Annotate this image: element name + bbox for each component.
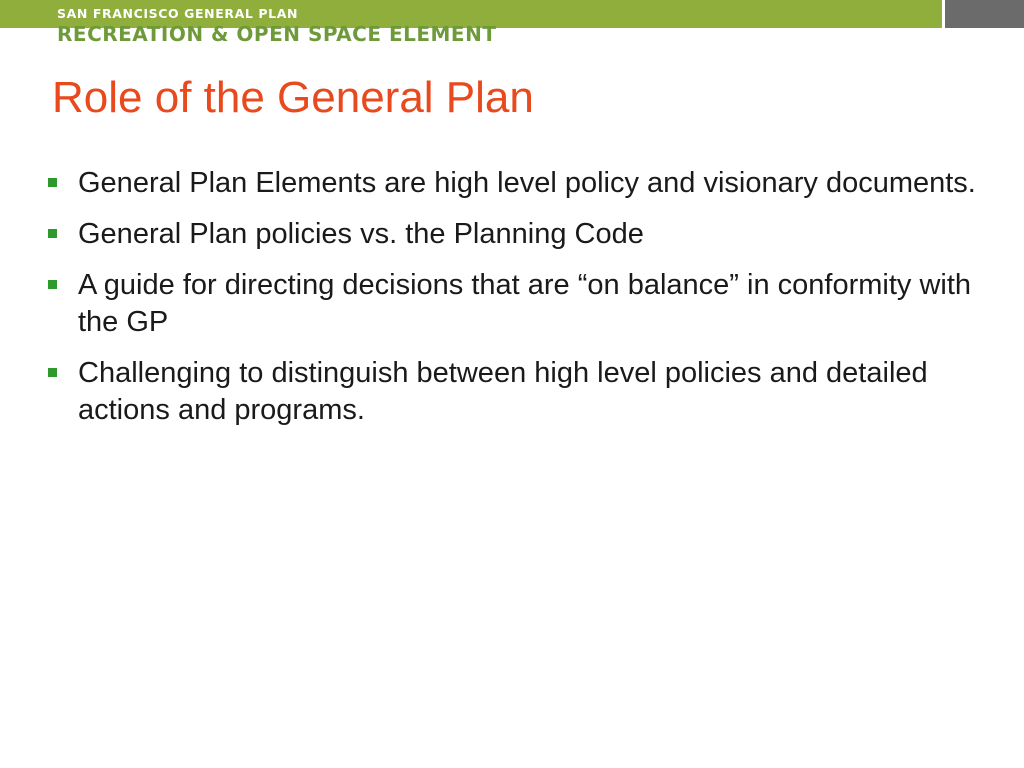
bullet-item bbox=[46, 355, 976, 429]
bullet-text: Challenging to distinguish between high level policies and detailed actions and programs. bbox=[78, 357, 928, 426]
square-bullet-icon bbox=[48, 368, 57, 377]
bullet-item bbox=[46, 216, 976, 253]
bullet-list bbox=[46, 165, 976, 443]
bullet-text: General Plan Elements are high level policy and visionary documents. bbox=[78, 167, 976, 199]
header-element-title-text: RECREATION & OPEN SPACE ELEMENT bbox=[57, 22, 497, 42]
header-banner bbox=[0, 0, 1024, 42]
header-gray-block bbox=[945, 0, 1024, 28]
slide-title: Role of the General Plan bbox=[52, 73, 534, 122]
bullet-text: A guide for directing decisions that are “on balance” in conformity with the GP bbox=[78, 269, 972, 338]
square-bullet-icon bbox=[48, 229, 57, 238]
bullet-item bbox=[46, 267, 976, 341]
bullet-item bbox=[46, 165, 976, 202]
header-element-title bbox=[57, 20, 496, 42]
square-bullet-icon bbox=[48, 178, 57, 187]
header-subtitle: SAN FRANCISCO GENERAL PLAN bbox=[57, 6, 299, 21]
bullet-text: General Plan policies vs. the Planning Code bbox=[78, 218, 644, 250]
square-bullet-icon bbox=[48, 280, 57, 289]
